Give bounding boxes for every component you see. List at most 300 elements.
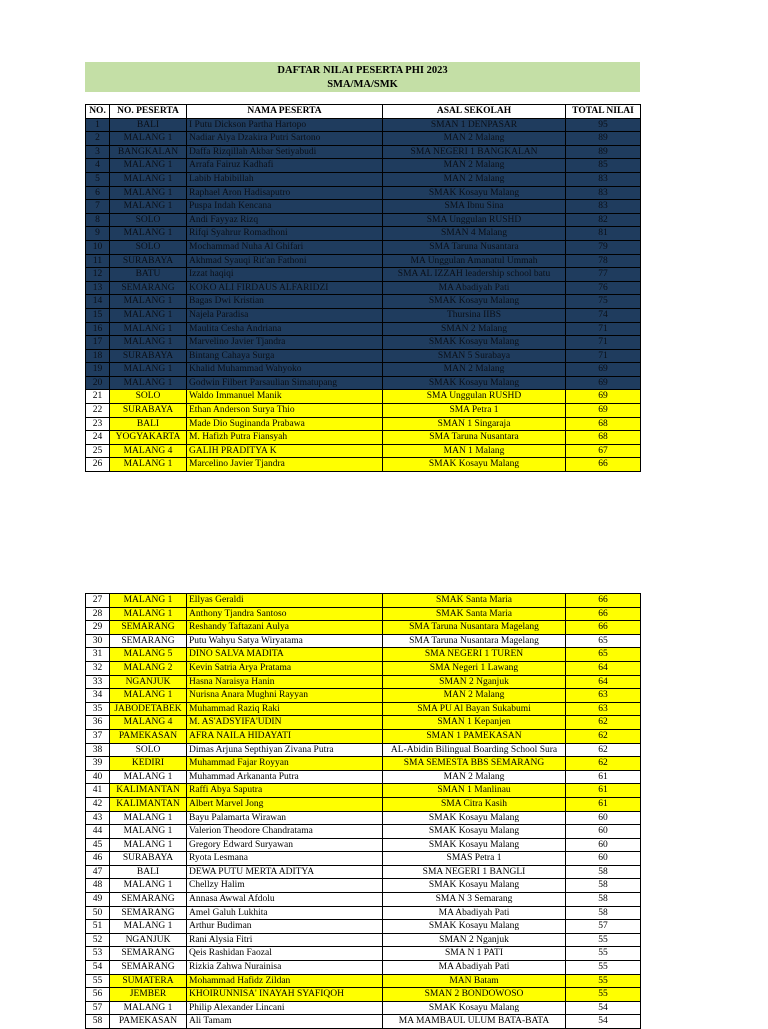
cell-participant-number: PAMEKASAN bbox=[110, 729, 187, 743]
cell-no: 2 bbox=[86, 132, 110, 146]
cell-school: SMAN 1 Singaraja bbox=[383, 417, 566, 431]
cell-no: 18 bbox=[86, 349, 110, 363]
table-row bbox=[86, 132, 641, 146]
table-row bbox=[86, 363, 641, 377]
cell-no: 21 bbox=[86, 390, 110, 404]
table-row bbox=[86, 349, 641, 363]
cell-participant-name: Maulita Cesha Andriana bbox=[187, 322, 383, 336]
cell-school: SMAK Kosayu Malang bbox=[383, 825, 566, 839]
cell-participant-name: Arrafa Fairuz Kadhafi bbox=[187, 159, 383, 173]
cell-no: 1 bbox=[86, 118, 110, 132]
cell-participant-number: MALANG 4 bbox=[110, 444, 187, 458]
column-header-no: NO. bbox=[86, 105, 110, 119]
cell-participant-number: MALANG 1 bbox=[110, 838, 187, 852]
cell-participant-name: Muhammad Fajar Royyan bbox=[187, 757, 383, 771]
cell-participant-number: MALANG 1 bbox=[110, 1001, 187, 1015]
cell-total-score: 60 bbox=[566, 852, 641, 866]
cell-total-score: 60 bbox=[566, 838, 641, 852]
cell-participant-name: M. AS'ADSYIFA'UDIN bbox=[187, 716, 383, 730]
column-header-participant-name: NAMA PESERTA bbox=[187, 105, 383, 119]
cell-participant-number: MALANG 1 bbox=[110, 363, 187, 377]
cell-participant-name: Raphael Aron Hadisaputro bbox=[187, 186, 383, 200]
cell-total-score: 62 bbox=[566, 743, 641, 757]
cell-school: MAN 2 Malang bbox=[383, 363, 566, 377]
table-row bbox=[86, 852, 641, 866]
cell-no: 24 bbox=[86, 431, 110, 445]
table-row bbox=[86, 933, 641, 947]
cell-no: 12 bbox=[86, 268, 110, 282]
cell-no: 25 bbox=[86, 444, 110, 458]
cell-participant-name: Ellyas Geraldi bbox=[187, 594, 383, 608]
cell-participant-name: AFRA NAILA HIDAYATI bbox=[187, 729, 383, 743]
cell-participant-name: Rifqi Syahrur Romadhoni bbox=[187, 227, 383, 241]
document-subtitle: SMA/MA/SMK bbox=[327, 79, 398, 90]
cell-participant-number: BATU bbox=[110, 268, 187, 282]
score-table-part-2 bbox=[85, 593, 641, 1029]
cell-school: Thursina IIBS bbox=[383, 308, 566, 322]
table-row bbox=[86, 661, 641, 675]
cell-participant-number: MALANG 1 bbox=[110, 825, 187, 839]
table-row bbox=[86, 1015, 641, 1029]
table-row bbox=[86, 838, 641, 852]
table-row bbox=[86, 308, 641, 322]
cell-school: SMAK Kosayu Malang bbox=[383, 336, 566, 350]
cell-school: SMA Citra Kasih bbox=[383, 797, 566, 811]
cell-total-score: 74 bbox=[566, 308, 641, 322]
table-row bbox=[86, 200, 641, 214]
cell-total-score: 83 bbox=[566, 200, 641, 214]
table-row bbox=[86, 757, 641, 771]
table-row bbox=[86, 376, 641, 390]
cell-no: 52 bbox=[86, 933, 110, 947]
cell-participant-number: MALANG 1 bbox=[110, 172, 187, 186]
cell-school: MA Abadiyah Pati bbox=[383, 281, 566, 295]
cell-participant-number: SURABAYA bbox=[110, 852, 187, 866]
cell-participant-name: Nadiar Alya Dzakira Putri Sartono bbox=[187, 132, 383, 146]
cell-participant-number: KALIMANTAN bbox=[110, 784, 187, 798]
cell-no: 42 bbox=[86, 797, 110, 811]
cell-school: SMA NEGERI 1 BANGLI bbox=[383, 865, 566, 879]
cell-participant-number: MALANG 1 bbox=[110, 594, 187, 608]
document-title-banner bbox=[85, 62, 640, 92]
cell-total-score: 58 bbox=[566, 865, 641, 879]
cell-participant-name: I Putu Dickson Partha Hartopo bbox=[187, 118, 383, 132]
column-header-participant-number: NO. PESERTA bbox=[110, 105, 187, 119]
cell-total-score: 66 bbox=[566, 458, 641, 472]
cell-participant-number: SEMARANG bbox=[110, 906, 187, 920]
cell-participant-number: SURABAYA bbox=[110, 349, 187, 363]
table-row bbox=[86, 281, 641, 295]
cell-no: 41 bbox=[86, 784, 110, 798]
cell-no: 20 bbox=[86, 376, 110, 390]
cell-no: 8 bbox=[86, 213, 110, 227]
cell-participant-number: BALI bbox=[110, 417, 187, 431]
cell-participant-name: Ali Tamam bbox=[187, 1015, 383, 1029]
cell-no: 56 bbox=[86, 988, 110, 1002]
table-row bbox=[86, 159, 641, 173]
cell-participant-name: Ethan Anderson Surya Thio bbox=[187, 404, 383, 418]
cell-total-score: 55 bbox=[566, 974, 641, 988]
table-row bbox=[86, 254, 641, 268]
cell-school: SMAN 4 Malang bbox=[383, 227, 566, 241]
cell-participant-number: SUMATERA bbox=[110, 974, 187, 988]
cell-school: SMAN 1 DENPASAR bbox=[383, 118, 566, 132]
table-row bbox=[86, 172, 641, 186]
cell-school: SMAN 1 Kepanjen bbox=[383, 716, 566, 730]
cell-participant-number: SEMARANG bbox=[110, 893, 187, 907]
cell-school: SMA Ibnu Sina bbox=[383, 200, 566, 214]
cell-school: SMA Taruna Nusantara bbox=[383, 240, 566, 254]
table-row bbox=[86, 961, 641, 975]
cell-school: SMA Petra 1 bbox=[383, 404, 566, 418]
cell-no: 22 bbox=[86, 404, 110, 418]
table-row bbox=[86, 594, 641, 608]
cell-no: 28 bbox=[86, 607, 110, 621]
cell-no: 4 bbox=[86, 159, 110, 173]
cell-no: 55 bbox=[86, 974, 110, 988]
cell-school: SMA N 3 Semarang bbox=[383, 893, 566, 907]
cell-no: 49 bbox=[86, 893, 110, 907]
cell-school: SMAN 5 Surabaya bbox=[383, 349, 566, 363]
cell-school: MAN 1 Malang bbox=[383, 444, 566, 458]
cell-total-score: 55 bbox=[566, 947, 641, 961]
cell-participant-name: Rizkia Zahwa Nurainisa bbox=[187, 961, 383, 975]
table-row bbox=[86, 336, 641, 350]
cell-participant-name: Daffa Rizqillah Akbar Setiyabudi bbox=[187, 145, 383, 159]
cell-no: 10 bbox=[86, 240, 110, 254]
cell-participant-number: SEMARANG bbox=[110, 621, 187, 635]
cell-participant-number: BALI bbox=[110, 118, 187, 132]
cell-participant-number: MALANG 1 bbox=[110, 770, 187, 784]
cell-no: 14 bbox=[86, 295, 110, 309]
cell-school: MAN 2 Malang bbox=[383, 159, 566, 173]
cell-school: MAN Batam bbox=[383, 974, 566, 988]
cell-participant-name: Putu Wahyu Satya Wiryatama bbox=[187, 634, 383, 648]
table-row bbox=[86, 322, 641, 336]
cell-participant-name: Ryota Lesmana bbox=[187, 852, 383, 866]
cell-participant-number: MALANG 1 bbox=[110, 322, 187, 336]
cell-total-score: 64 bbox=[566, 661, 641, 675]
cell-total-score: 61 bbox=[566, 784, 641, 798]
table-row bbox=[86, 825, 641, 839]
cell-participant-number: MALANG 5 bbox=[110, 648, 187, 662]
cell-participant-number: MALANG 1 bbox=[110, 159, 187, 173]
cell-school: SMAN 2 Nganjuk bbox=[383, 675, 566, 689]
cell-no: 16 bbox=[86, 322, 110, 336]
cell-participant-number: SOLO bbox=[110, 240, 187, 254]
cell-no: 36 bbox=[86, 716, 110, 730]
cell-no: 7 bbox=[86, 200, 110, 214]
table-row bbox=[86, 404, 641, 418]
cell-total-score: 75 bbox=[566, 295, 641, 309]
cell-participant-number: MALANG 1 bbox=[110, 376, 187, 390]
cell-participant-number: MALANG 1 bbox=[110, 607, 187, 621]
table-row bbox=[86, 811, 641, 825]
cell-no: 47 bbox=[86, 865, 110, 879]
table-row bbox=[86, 702, 641, 716]
cell-participant-name: Bagas Dwi Kristian bbox=[187, 295, 383, 309]
cell-participant-name: Made Dio Suginanda Prabawa bbox=[187, 417, 383, 431]
cell-total-score: 66 bbox=[566, 594, 641, 608]
cell-participant-name: Waldo Immanuel Manik bbox=[187, 390, 383, 404]
cell-school: SMAK Kosayu Malang bbox=[383, 458, 566, 472]
table-row bbox=[86, 118, 641, 132]
cell-participant-name: Albert Marvel Jong bbox=[187, 797, 383, 811]
cell-participant-name: Marvelino Javier Tjandra bbox=[187, 336, 383, 350]
cell-participant-number: MALANG 1 bbox=[110, 336, 187, 350]
cell-total-score: 67 bbox=[566, 444, 641, 458]
table-row bbox=[86, 417, 641, 431]
document-title: DAFTAR NILAI PESERTA PHI 2023 bbox=[277, 65, 448, 76]
cell-participant-number: SURABAYA bbox=[110, 254, 187, 268]
cell-total-score: 61 bbox=[566, 797, 641, 811]
cell-no: 57 bbox=[86, 1001, 110, 1015]
cell-total-score: 83 bbox=[566, 172, 641, 186]
cell-total-score: 69 bbox=[566, 363, 641, 377]
cell-participant-name: Philip Alexander Lincani bbox=[187, 1001, 383, 1015]
table-row bbox=[86, 797, 641, 811]
cell-participant-number: BANGKALAN bbox=[110, 145, 187, 159]
cell-participant-number: MALANG 1 bbox=[110, 689, 187, 703]
cell-total-score: 76 bbox=[566, 281, 641, 295]
table-row bbox=[86, 431, 641, 445]
cell-total-score: 68 bbox=[566, 431, 641, 445]
score-table-part-1 bbox=[85, 104, 641, 472]
cell-total-score: 78 bbox=[566, 254, 641, 268]
table-header-row bbox=[86, 105, 641, 119]
cell-participant-number: MALANG 2 bbox=[110, 661, 187, 675]
cell-school: MAN 2 Malang bbox=[383, 172, 566, 186]
cell-school: SMA NEGERI 1 BANGKALAN bbox=[383, 145, 566, 159]
cell-total-score: 61 bbox=[566, 770, 641, 784]
cell-participant-number: SOLO bbox=[110, 213, 187, 227]
cell-no: 46 bbox=[86, 852, 110, 866]
table-row bbox=[86, 906, 641, 920]
cell-participant-number: NGANJUK bbox=[110, 933, 187, 947]
cell-participant-name: Marcelino Javier Tjandra bbox=[187, 458, 383, 472]
table-row bbox=[86, 974, 641, 988]
cell-no: 17 bbox=[86, 336, 110, 350]
cell-participant-name: Chellzy Halim bbox=[187, 879, 383, 893]
table-row bbox=[86, 947, 641, 961]
cell-school: SMA N 1 PATI bbox=[383, 947, 566, 961]
table-row bbox=[86, 444, 641, 458]
cell-participant-name: Nurisna Anara Mughni Rayyan bbox=[187, 689, 383, 703]
cell-school: SMA Negeri 1 Lawang bbox=[383, 661, 566, 675]
cell-school: SMAK Kosayu Malang bbox=[383, 186, 566, 200]
table-row bbox=[86, 648, 641, 662]
table-row bbox=[86, 145, 641, 159]
table-row bbox=[86, 268, 641, 282]
column-header-school: ASAL SEKOLAH bbox=[383, 105, 566, 119]
cell-total-score: 81 bbox=[566, 227, 641, 241]
cell-total-score: 89 bbox=[566, 132, 641, 146]
cell-no: 50 bbox=[86, 906, 110, 920]
cell-participant-number: MALANG 1 bbox=[110, 295, 187, 309]
table-row bbox=[86, 186, 641, 200]
cell-participant-name: Arthur Budiman bbox=[187, 920, 383, 934]
cell-no: 13 bbox=[86, 281, 110, 295]
cell-school: MAN 2 Malang bbox=[383, 689, 566, 703]
cell-no: 39 bbox=[86, 757, 110, 771]
cell-participant-name: Izzat haqiqi bbox=[187, 268, 383, 282]
table-row bbox=[86, 879, 641, 893]
cell-participant-name: Qeis Rashidan Faozal bbox=[187, 947, 383, 961]
cell-participant-number: JEMBER bbox=[110, 988, 187, 1002]
cell-participant-number: SEMARANG bbox=[110, 947, 187, 961]
cell-school: SMAK Kosayu Malang bbox=[383, 1001, 566, 1015]
cell-no: 54 bbox=[86, 961, 110, 975]
cell-participant-number: SEMARANG bbox=[110, 961, 187, 975]
cell-no: 31 bbox=[86, 648, 110, 662]
cell-school: MAN 2 Malang bbox=[383, 770, 566, 784]
cell-total-score: 77 bbox=[566, 268, 641, 282]
cell-total-score: 58 bbox=[566, 906, 641, 920]
cell-participant-name: KHOIRUNNISA' INAYAH SYAFIQOH bbox=[187, 988, 383, 1002]
cell-no: 29 bbox=[86, 621, 110, 635]
cell-school: SMAK Kosayu Malang bbox=[383, 811, 566, 825]
column-header-total-score: TOTAL NILAI bbox=[566, 105, 641, 119]
cell-school: AL-Abidin Bilingual Boarding School Sura bbox=[383, 743, 566, 757]
cell-no: 9 bbox=[86, 227, 110, 241]
cell-participant-number: MALANG 1 bbox=[110, 811, 187, 825]
cell-school: SMAK Santa Maria bbox=[383, 594, 566, 608]
cell-no: 15 bbox=[86, 308, 110, 322]
cell-no: 34 bbox=[86, 689, 110, 703]
cell-total-score: 55 bbox=[566, 933, 641, 947]
cell-total-score: 63 bbox=[566, 702, 641, 716]
cell-no: 3 bbox=[86, 145, 110, 159]
cell-total-score: 64 bbox=[566, 675, 641, 689]
cell-no: 32 bbox=[86, 661, 110, 675]
cell-participant-name: Anthony Tjandra Santoso bbox=[187, 607, 383, 621]
table-row bbox=[86, 743, 641, 757]
cell-no: 40 bbox=[86, 770, 110, 784]
cell-participant-number: YOGYAKARTA bbox=[110, 431, 187, 445]
cell-total-score: 60 bbox=[566, 811, 641, 825]
table-row bbox=[86, 716, 641, 730]
cell-participant-name: Rani Alysia Fitri bbox=[187, 933, 383, 947]
cell-school: SMA SEMESTA BBS SEMARANG bbox=[383, 757, 566, 771]
cell-participant-number: KEDIRI bbox=[110, 757, 187, 771]
cell-total-score: 65 bbox=[566, 634, 641, 648]
cell-total-score: 71 bbox=[566, 349, 641, 363]
cell-participant-name: Bayu Palamarta Wirawan bbox=[187, 811, 383, 825]
cell-no: 35 bbox=[86, 702, 110, 716]
cell-total-score: 69 bbox=[566, 404, 641, 418]
cell-participant-name: Annasa Awwal Afdolu bbox=[187, 893, 383, 907]
table-row bbox=[86, 1001, 641, 1015]
cell-participant-name: Valerion Theodore Chandratama bbox=[187, 825, 383, 839]
table-row bbox=[86, 865, 641, 879]
cell-school: SMAN 1 Manlinau bbox=[383, 784, 566, 798]
cell-total-score: 69 bbox=[566, 376, 641, 390]
cell-total-score: 62 bbox=[566, 757, 641, 771]
cell-participant-number: MALANG 1 bbox=[110, 227, 187, 241]
table-row bbox=[86, 770, 641, 784]
table-row bbox=[86, 621, 641, 635]
cell-participant-name: Mohammad Hafidz Zildan bbox=[187, 974, 383, 988]
cell-no: 48 bbox=[86, 879, 110, 893]
cell-school: SMAK Kosayu Malang bbox=[383, 920, 566, 934]
cell-total-score: 66 bbox=[566, 621, 641, 635]
cell-school: MA Unggulan Amanatul Ummah bbox=[383, 254, 566, 268]
cell-total-score: 63 bbox=[566, 689, 641, 703]
cell-participant-name: Dimas Arjuna Septhiyan Zivana Putra bbox=[187, 743, 383, 757]
cell-school: SMAK Kosayu Malang bbox=[383, 879, 566, 893]
cell-participant-name: Godwin Filbert Parsaulian Simatupang bbox=[187, 376, 383, 390]
cell-no: 53 bbox=[86, 947, 110, 961]
cell-total-score: 66 bbox=[566, 607, 641, 621]
cell-no: 58 bbox=[86, 1015, 110, 1029]
cell-participant-number: KALIMANTAN bbox=[110, 797, 187, 811]
cell-total-score: 95 bbox=[566, 118, 641, 132]
cell-participant-number: MALANG 1 bbox=[110, 186, 187, 200]
cell-participant-number: MALANG 1 bbox=[110, 200, 187, 214]
table-row bbox=[86, 784, 641, 798]
cell-participant-number: BALI bbox=[110, 865, 187, 879]
cell-participant-number: SEMARANG bbox=[110, 634, 187, 648]
table-row bbox=[86, 458, 641, 472]
cell-total-score: 69 bbox=[566, 390, 641, 404]
cell-school: SMAN 2 BONDOWOSO bbox=[383, 988, 566, 1002]
cell-total-score: 54 bbox=[566, 1015, 641, 1029]
cell-no: 6 bbox=[86, 186, 110, 200]
cell-participant-number: MALANG 1 bbox=[110, 920, 187, 934]
cell-total-score: 82 bbox=[566, 213, 641, 227]
cell-participant-number: SEMARANG bbox=[110, 281, 187, 295]
cell-total-score: 58 bbox=[566, 893, 641, 907]
cell-participant-number: JABODETABEK bbox=[110, 702, 187, 716]
table-body-part-1 bbox=[86, 118, 641, 471]
cell-participant-number: MALANG 4 bbox=[110, 716, 187, 730]
cell-participant-number: MALANG 1 bbox=[110, 458, 187, 472]
cell-school: SMA Taruna Nusantara Magelang bbox=[383, 634, 566, 648]
table-row bbox=[86, 689, 641, 703]
cell-total-score: 54 bbox=[566, 1001, 641, 1015]
cell-school: MA MAMBAUL ULUM BATA-BATA bbox=[383, 1015, 566, 1029]
cell-participant-number: MALANG 1 bbox=[110, 879, 187, 893]
cell-total-score: 58 bbox=[566, 879, 641, 893]
cell-participant-name: Akhmad Syauqi Rit'an Fathoni bbox=[187, 254, 383, 268]
cell-participant-name: Reshandy Taftazani Aulya bbox=[187, 621, 383, 635]
cell-school: SMA AL IZZAH leadership school batu bbox=[383, 268, 566, 282]
cell-participant-name: Raffi Abya Saputra bbox=[187, 784, 383, 798]
cell-participant-number: MALANG 1 bbox=[110, 132, 187, 146]
cell-participant-number: NGANJUK bbox=[110, 675, 187, 689]
table-row bbox=[86, 213, 641, 227]
cell-participant-name: DEWA PUTU MERTA ADITYA bbox=[187, 865, 383, 879]
cell-participant-name: M. Hafizh Putra Fiansyah bbox=[187, 431, 383, 445]
cell-no: 43 bbox=[86, 811, 110, 825]
cell-no: 19 bbox=[86, 363, 110, 377]
cell-school: SMAN 2 Nganjuk bbox=[383, 933, 566, 947]
cell-no: 23 bbox=[86, 417, 110, 431]
cell-total-score: 62 bbox=[566, 716, 641, 730]
cell-no: 26 bbox=[86, 458, 110, 472]
cell-school: SMAK Kosayu Malang bbox=[383, 295, 566, 309]
table-row bbox=[86, 893, 641, 907]
table-row bbox=[86, 729, 641, 743]
cell-school: MA Abadiyah Pati bbox=[383, 961, 566, 975]
cell-participant-name: Najela Paradisa bbox=[187, 308, 383, 322]
cell-school: SMA Unggulan RUSHD bbox=[383, 213, 566, 227]
cell-participant-number: MALANG 1 bbox=[110, 308, 187, 322]
cell-total-score: 57 bbox=[566, 920, 641, 934]
cell-participant-number: PAMEKASAN bbox=[110, 1015, 187, 1029]
cell-school: SMAK Kosayu Malang bbox=[383, 376, 566, 390]
cell-total-score: 60 bbox=[566, 825, 641, 839]
